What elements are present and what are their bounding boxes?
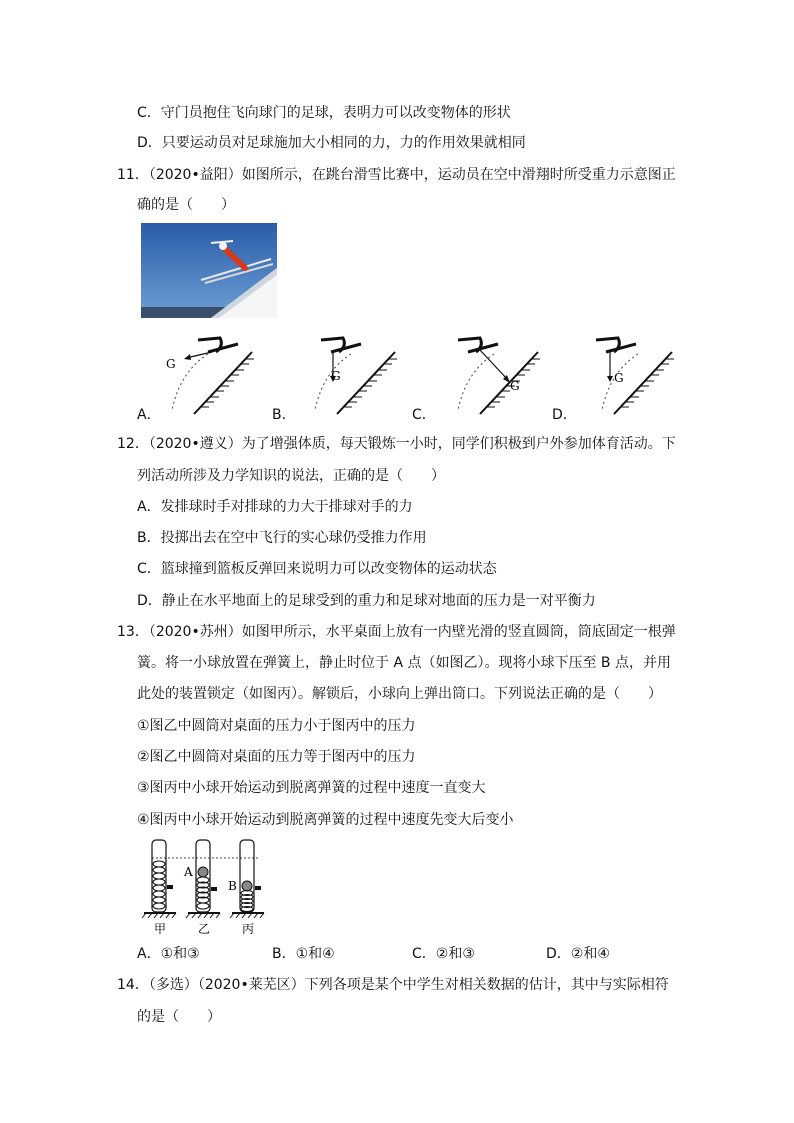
q13-cylinder-figure [140,836,270,938]
q11-label-d: D． [552,407,577,423]
q13-option-d: D．②和④ [546,946,610,962]
q11-diagram-d [590,332,690,418]
q11-stem-line2: 确的是（ ） [137,197,235,213]
q13-statement-2: ②图乙中圆筒对桌面的压力等于图丙中的压力 [137,749,416,765]
q11-label-c: C． [412,407,436,423]
q12-option-a: A．发排球时手对排球的力大于排球对手的力 [137,499,413,515]
g-label-b: G [331,369,341,383]
q11-diagram-a [160,332,260,418]
q11-stem-line1: 11．（2020•益阳）如图所示，在跳台滑雪比赛中，运动员在空中滑翔时所受重力示意图正 [117,167,676,183]
q13-option-c: C．②和③ [412,946,475,962]
g-label-d: G [614,371,624,385]
q14-stem-line1: 14．（多选）（2020•莱芜区）下列各项是某个中学生对相关数据的估计，其中与实际相符 [117,977,669,993]
cylinder-bing [228,840,264,918]
cylinder-jia [142,840,176,918]
q11-label-b: B． [272,407,296,423]
q13-option-b: B．①和④ [272,946,335,962]
g-label-c: G [510,379,520,393]
q13-option-a: A．①和③ [137,946,200,962]
q12-option-d: D．静止在水平地面上的足球受到的重力和足球对地面的压力是一对平衡力 [137,593,596,609]
q11-diagram-c [446,332,546,418]
q12-option-c: C．篮球撞到篮板反弹回来说明力可以改变物体的运动状态 [137,561,497,577]
q13-stem-line1: 13．（2020•苏州）如图甲所示，水平桌面上放有一内壁光滑的竖直圆筒，筒底固定一根弹 [117,624,676,640]
g-label-a: G [166,357,176,371]
q13-statement-4: ④图丙中小球开始运动到脱离弹簧的过程中速度先变大后变小 [137,812,514,828]
q10-option-c: C．守门员抱住飞向球门的足球，表明力可以改变物体的形状 [137,105,511,121]
q13-statement-3: ③图丙中小球开始运动到脱离弹簧的过程中速度一直变大 [137,780,486,796]
q12-option-b: B．投掷出去在空中飞行的实心球仍受推力作用 [137,530,427,546]
q13-stem-line3: 此处的装置锁定（如图丙）。解锁后，小球向上弹出筒口。下列说法正确的是（ ） [137,686,662,702]
q12-stem-line2: 列活动所涉及力学知识的说法，正确的是（ ） [137,468,445,484]
label-bing: 丙 [242,922,255,936]
label-yi: 乙 [198,922,211,936]
q11-diagram-b [303,332,403,418]
point-b-label: B [228,879,237,893]
q13-stem-line2: 簧。将一小球放置在弹簧上，静止时位于 A 点（如图乙）。现将小球下压至 B 点，并用 [137,655,671,671]
cylinder-yi [183,840,220,918]
q12-stem-line1: 12．（2020•遵义）为了增强体质，每天锻炼一小时，同学们积极到户外参加体育活动。下 [117,436,676,452]
q11-label-a: A． [137,407,161,423]
point-a-label: A [184,865,193,879]
ski-jump-photo [141,223,277,318]
label-jia: 甲 [154,922,167,936]
q14-stem-line2: 的是（ ） [137,1009,221,1025]
q10-option-d: D．只要运动员对足球施加大小相同的力，力的作用效果就相同 [137,135,526,151]
q13-statement-1: ①图乙中圆筒对桌面的压力小于图丙中的压力 [137,718,416,734]
